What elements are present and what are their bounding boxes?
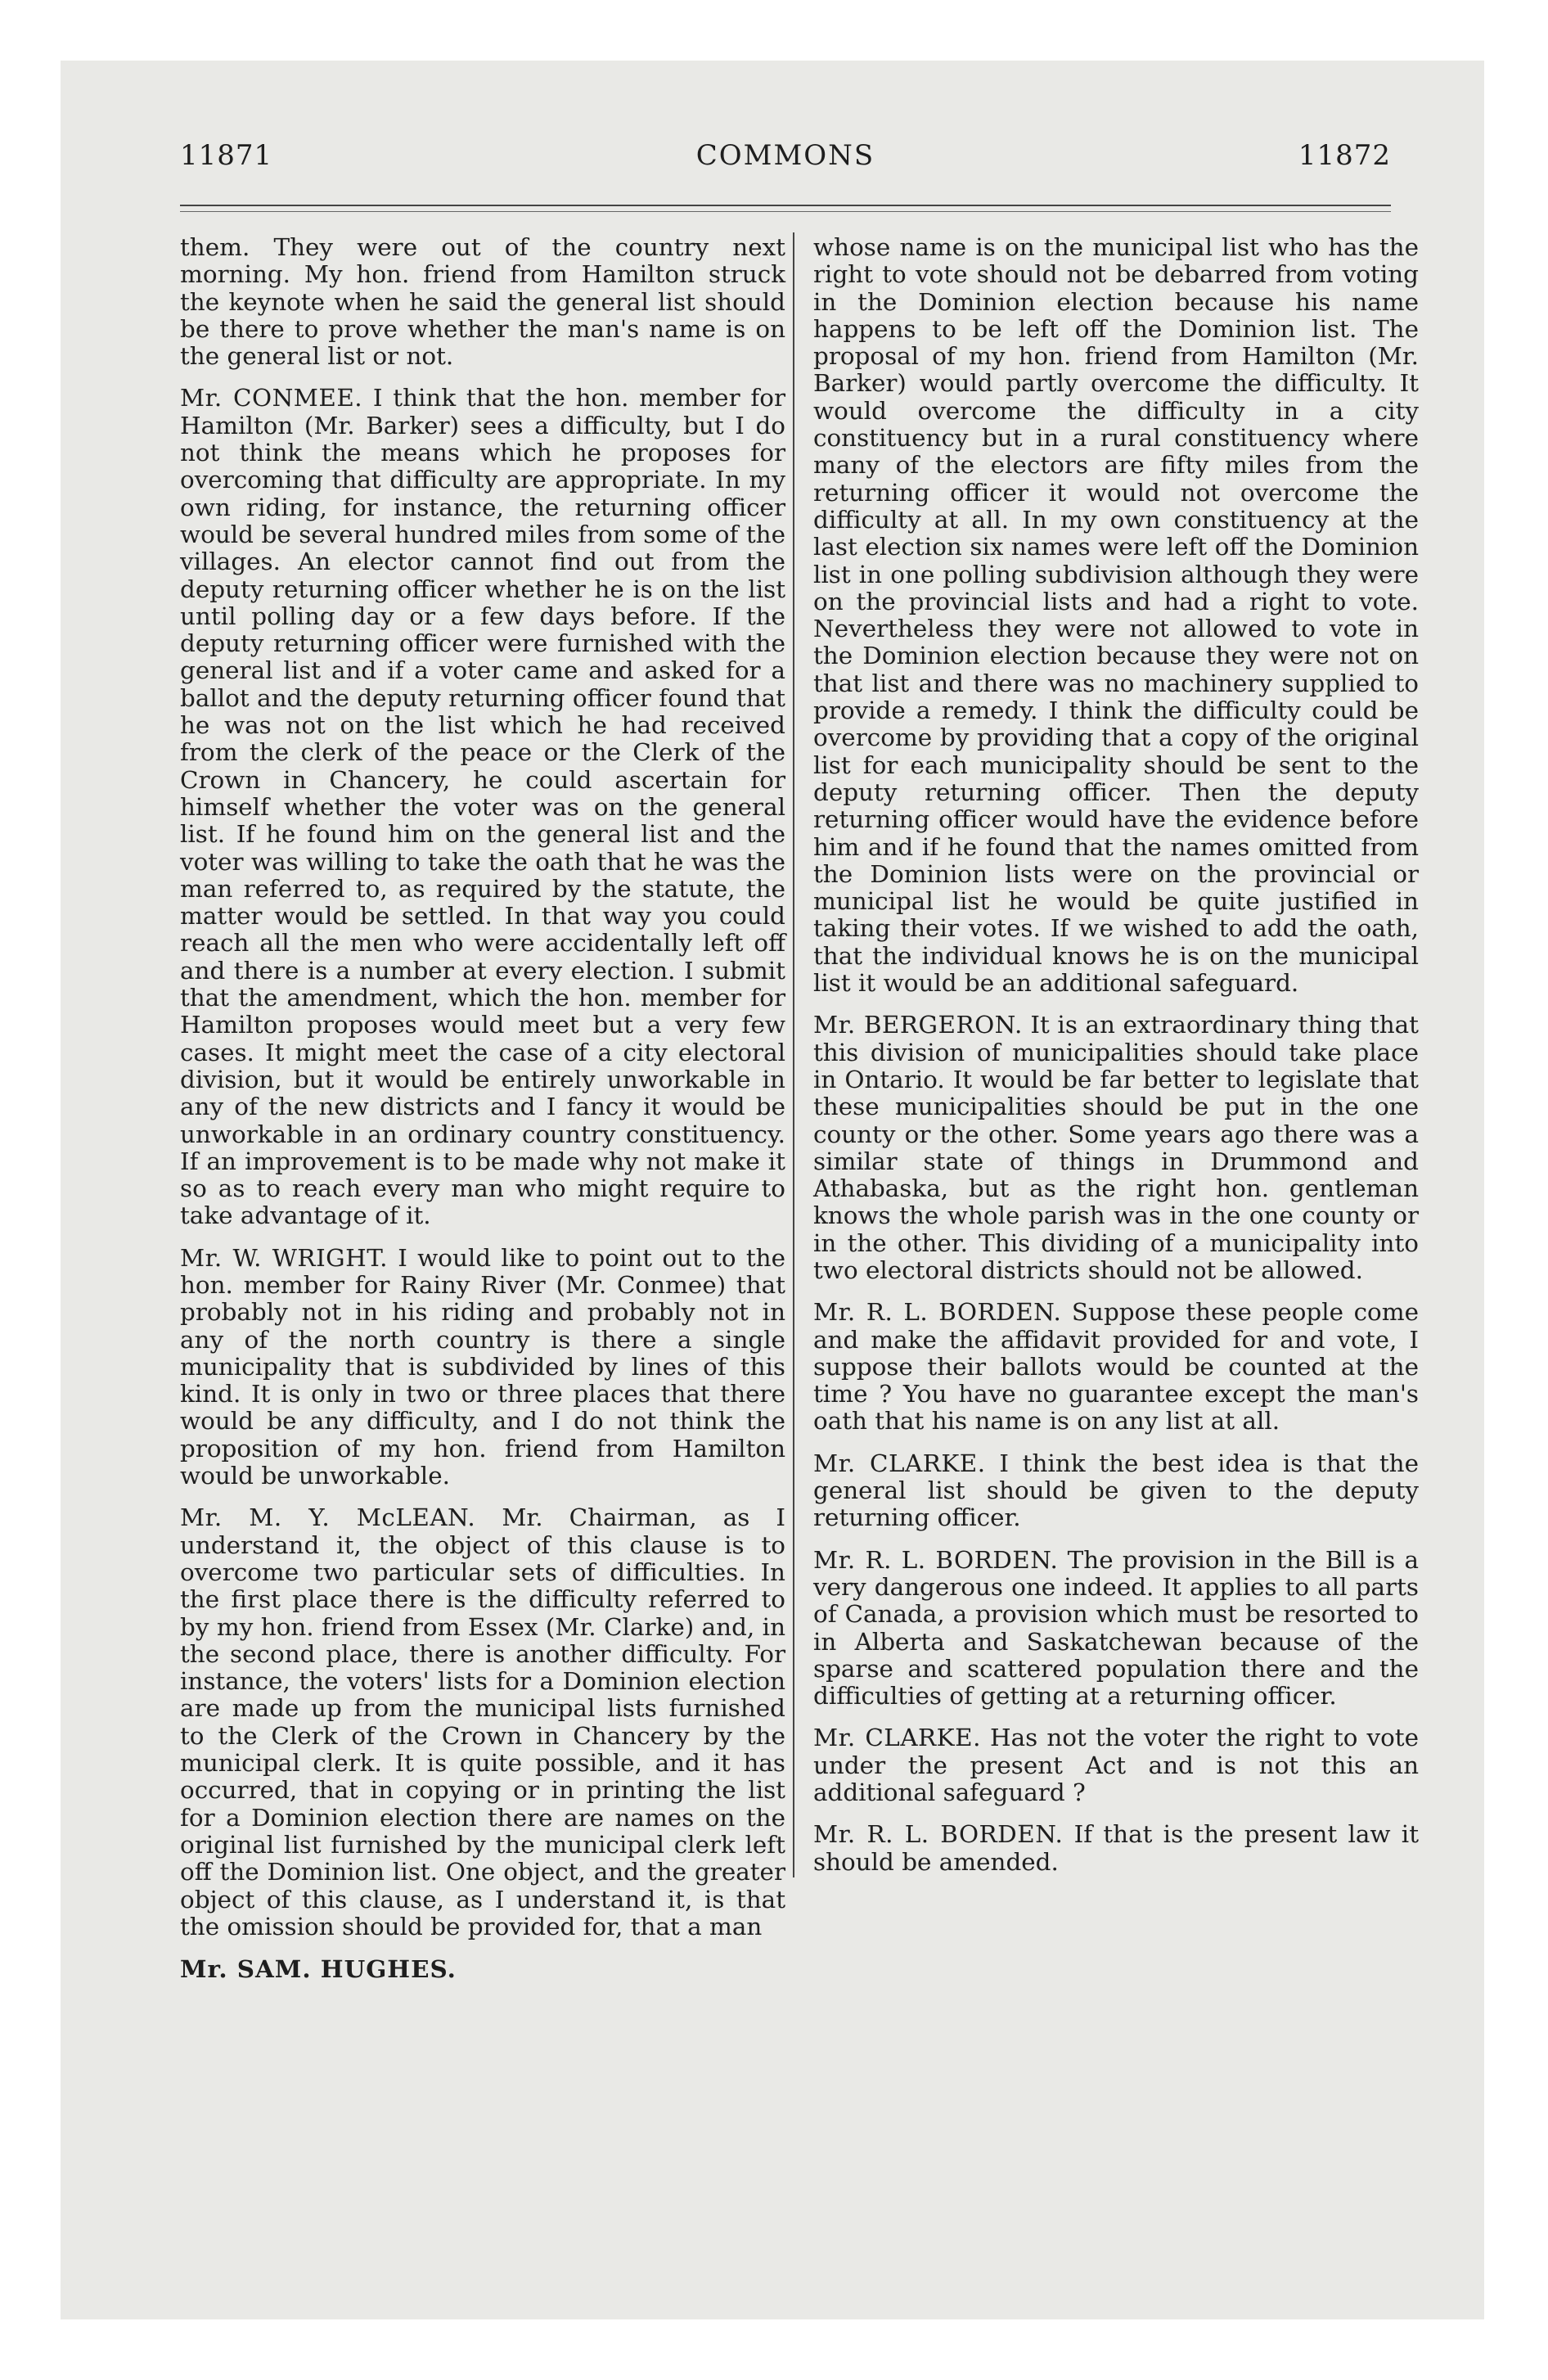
- speaker-name: Mr. M. Y. McLEAN.: [180, 1503, 476, 1532]
- speaker-name: Mr. BERGERON.: [813, 1011, 1023, 1039]
- paragraph: [180, 1245, 785, 1490]
- left-page-number: 11871: [180, 139, 273, 172]
- paragraph: them. They were out of the country next morning. My hon. friend from Hamilton struck the keynote when he said the general list should be there to prove whether the man's name is on the general list or not.: [180, 233, 785, 371]
- page-header: [180, 139, 1391, 180]
- speaker-name: Mr. R. L. BORDEN.: [813, 1545, 1059, 1574]
- right-column: [813, 234, 1419, 1891]
- next-speaker: Mr. SAM. HUGHES.: [180, 1954, 457, 1984]
- speech-text: Mr. Chairman, as I understand it, the object of this clause is to overcome two particular sets of difficulties. In the first place there is the difficulty referred to by my hon. friend from Essex (Mr. Clarke) and, in the second place, there is another difficulty. For instance, the voters' lists for a Dominion election are made up from the municipal lists furnished to the Clerk of the Crown in Chancery by the municipal clerk. It is quite possible, and it has occurred, that in copying or in printing the list for a Dominion election there are names on the original list furnished by the municipal clerk left off the Dominion list. One object, and the greater object of this clause, as I understand it, is that the omission should be provided for, that a man: [180, 1503, 785, 1941]
- speaker-name: Mr. CONMEE.: [180, 384, 363, 412]
- speaker-name: Mr. R. L. BORDEN.: [813, 1298, 1062, 1327]
- paragraph: [813, 1547, 1419, 1711]
- paragraph: [813, 1299, 1419, 1435]
- paragraph: [180, 1504, 785, 1941]
- right-page-number: 11872: [1298, 139, 1391, 172]
- speech-text: I think that the hon. member for Hamilton (Mr. Barker) sees a difficulty, but I do not think the means which he proposes for overcoming that difficulty are appropriate. In my own riding, for instance, the returning officer would be several hundred miles from some of the villages. An elector cannot find out from the deputy returning officer whether he is on the list until polling day or a few days before. If the deputy returning officer were furnished with the general list and if a voter came and asked for a ballot and the deputy returning officer found that he was not on the list which he had received from the clerk of the peace or the Clerk of the Crown in Chancery, he could ascertain for himself whether the voter was on the general list. If he found him on the general list and the voter was willing to take the oath that he was the man referred to, as required by the statute, the matter would be settled. In that way you could reach all the men who were accidentally left off and there is a number at every election. I submit that the amendment, which the hon. member for Hamilton proposes would meet but a very few cases. It might meet the case of a city electoral division, but it would be entirely unworkable in any of the new districts and I fancy it would be unworkable in an ordinary country constituency. If an improvement is to be made why not make it so as to reach every man who might require to take advantage of it.: [180, 384, 785, 1230]
- speech-text: Has not the voter the right to vote under the present Act and is not this an additional safeguard ?: [813, 1724, 1419, 1807]
- header-rule: [180, 205, 1391, 212]
- page-title: COMMONS: [695, 139, 875, 172]
- column-divider: [793, 232, 794, 1877]
- speech-text: It is an extraordinary thing that this division of municipalities should take place in Ontario. It would be far better to legislate that these municipalities should be put in the one county or the other. Some years ago there was a similar state of things in Drummond and Athabaska, but as the right hon. gentleman knows the whole parish was in the one county or in the other. This dividing of a municipality into two electoral districts should not be allowed.: [813, 1011, 1419, 1284]
- paragraph: [180, 385, 785, 1229]
- speaker-name: Mr. CLARKE.: [813, 1724, 981, 1752]
- speaker-name: Mr. W. WRIGHT.: [180, 1243, 388, 1272]
- paragraph: whose name is on the municipal list who has the right to vote should not be debarred from voting in the Dominion election because his name happens to be left off the Dominion list. The proposal of my hon. friend from Hamilton (Mr. Barker) would partly overcome the difficulty. It would overcome the difficulty in a city constituency but in a rural constituency where many of the electors are fifty miles from the returning officer it would not overcome the difficulty at all. In my own constituency at the last election six names were left off the Dominion list in one polling subdivision although they were on the provincial lists and had a right to vote. Nevertheless they were not allowed to vote in the Dominion election because they were not on that list and there was no machinery supplied to provide a remedy. I think the difficulty could be overcome by providing that a copy of the original list for each municipality should be sent to the deputy returning officer. Then the deputy returning officer would have the evidence before him and if he found that the names omitted from the Dominion lists were on the provincial or municipal list he would be quite justified in taking their votes. If we wished to add the oath, that the individual knows he is on the municipal list it would be an additional safeguard.: [813, 233, 1419, 998]
- speech-text: Suppose these people come and make the affidavit provided for and vote, I suppose their ballots would be counted at the time ? You have no guarantee except the man's oath that his name is on any list at all.: [813, 1298, 1419, 1436]
- paragraph: [813, 1821, 1419, 1876]
- speaker-name: Mr. R. L. BORDEN.: [813, 1820, 1064, 1849]
- paragraph: [813, 1012, 1419, 1284]
- speech-text: I think the best idea is that the general list should be given to the deputy returning officer.: [813, 1449, 1420, 1532]
- speaker-name: Mr. CLARKE.: [813, 1449, 986, 1477]
- speech-text: I would like to point out to the hon. member for Rainy River (Mr. Conmee) that probably not in his riding and probably not in any of the north country is there a single municipality that is subdivided by lines of this kind. It is only in two or three places that there would be any difficulty, and I do not think the proposition of my hon. friend from Hamilton would be unworkable.: [180, 1243, 785, 1490]
- speech-text: If that is the present law it should be amended.: [813, 1820, 1419, 1876]
- paragraph: [813, 1450, 1419, 1532]
- left-column: [180, 234, 785, 1997]
- speech-text: The provision in the Bill is a very dangerous one indeed. It applies to all parts of Canada, a provision which must be resorted to in Alberta and Saskatchewan because of the sparse and scattered population there and the difficulties of getting at a returning officer.: [813, 1545, 1419, 1711]
- paragraph: [813, 1724, 1419, 1806]
